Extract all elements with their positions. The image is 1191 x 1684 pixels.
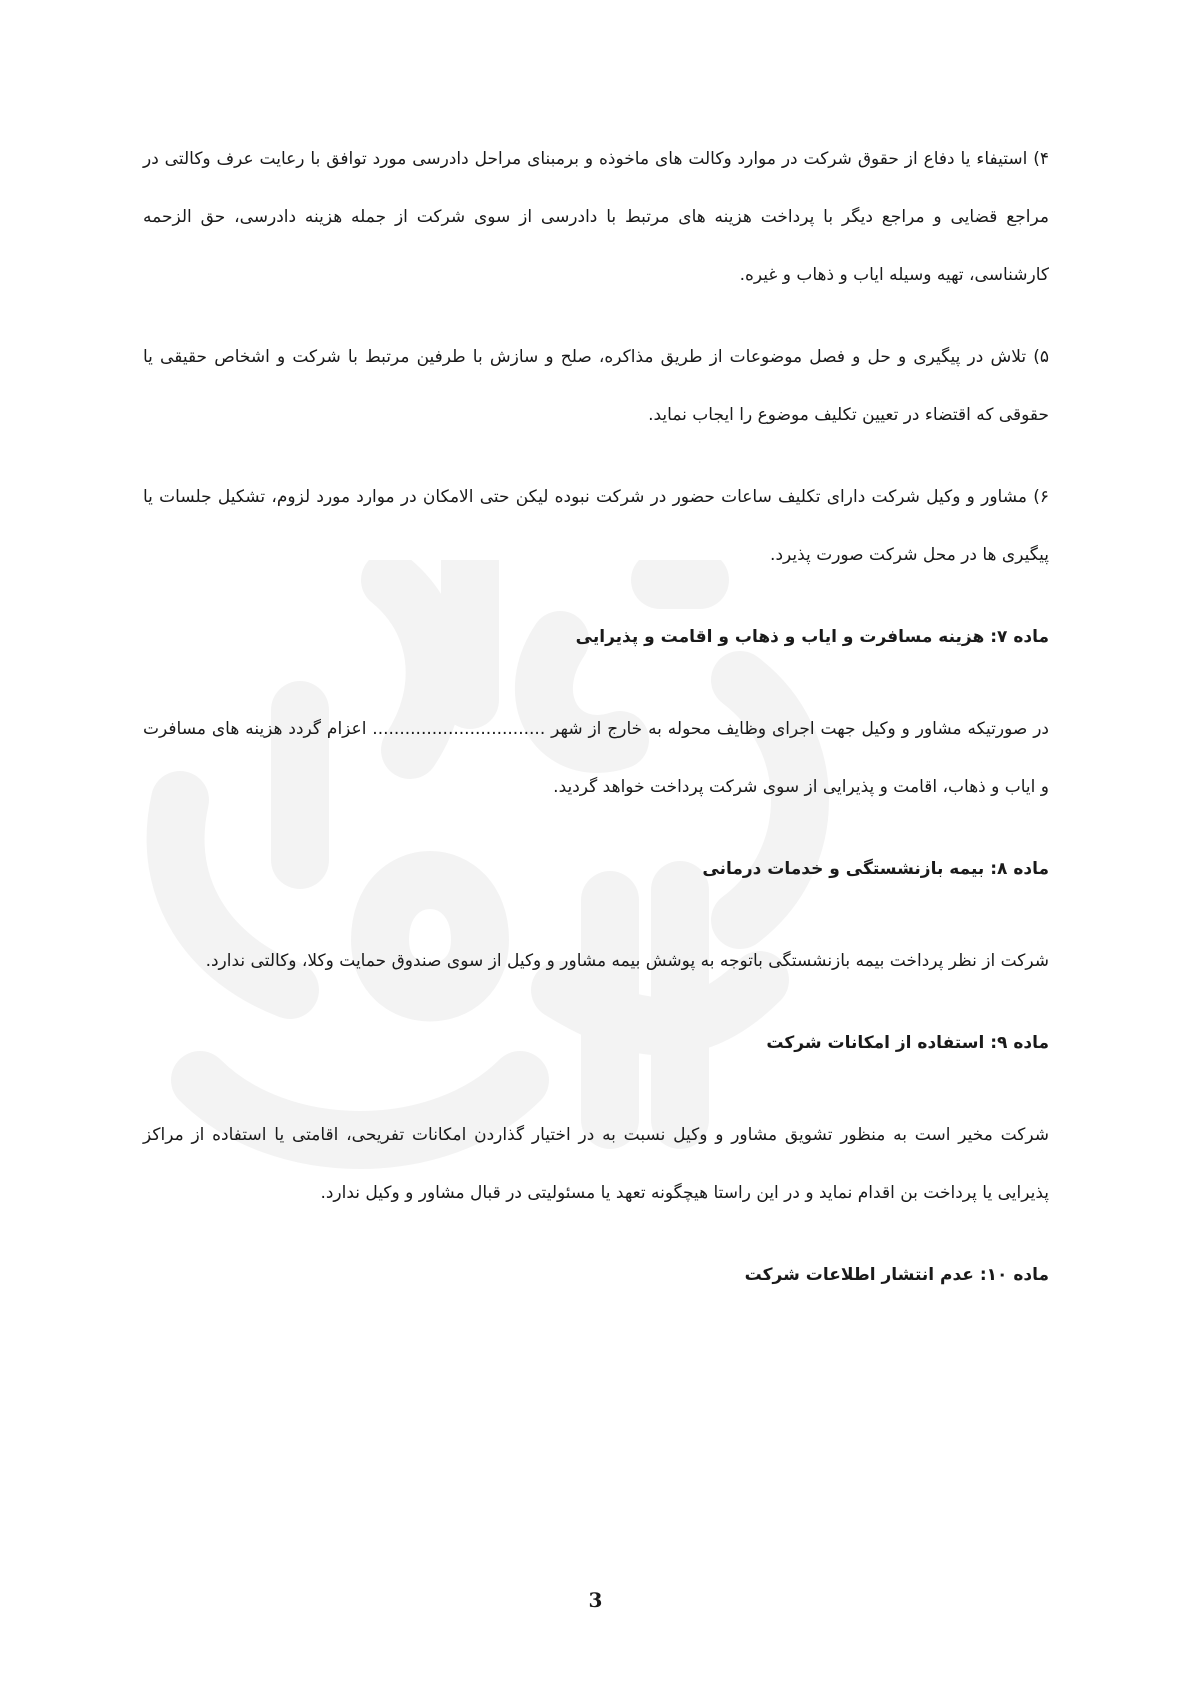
article-9-heading: ماده ۹: استفاده از امکانات شرکت xyxy=(766,1033,1049,1053)
clause-6-paragraph: ۶) مشاور و وکیل شرکت دارای تکلیف ساعات حضور در شرکت نبوده لیکن حتی الامکان در موارد مورد لزوم، تشکیل جلسات یا پیگیری ها در محل شرکت صورت پذیرد. xyxy=(143,487,1049,565)
article-7-heading: ماده ۷: هزینه مسافرت و ایاب و ذهاب و اقامت و پذیرایی xyxy=(575,627,1049,647)
article-9-paragraph: شرکت مخیر است به منظور تشویق مشاور و وکیل نسبت به در اختیار گذاردن امکانات تفریحی، اقامتی یا استفاده از مراکز پذیرایی یا پرداخت بن اقدام نماید و در این راستا هیچگونه تعهد یا مسئولیتی در قبال مشاور و وکیل ندارد. xyxy=(143,1125,1049,1203)
article-10-heading: ماده ۱۰: عدم انتشار اطلاعات شرکت xyxy=(744,1265,1049,1285)
clause-5-paragraph: ۵) تلاش در پیگیری و حل و فصل موضوعات از طریق مذاکره، صلح و سازش با طرفین مرتبط با شرکت و اشخاص حقیقی یا حقوقی که اقتضاء در تعیین تکلیف موضوع را ایجاب نماید. xyxy=(143,347,1049,425)
article-8-paragraph: شرکت از نظر پرداخت بیمه بازنشستگی باتوجه به پوشش بیمه مشاور و وکیل از سوی صندوق حمایت وکلا، وکالتی ندارد. xyxy=(205,951,1049,971)
article-8-heading: ماده ۸: بیمه بازنشستگی و خدمات درمانی xyxy=(702,859,1049,879)
article-7-paragraph: در صورتیکه مشاور و وکیل جهت اجرای وظایف محوله به خارج از شهر ................................ اعزام گردد هزینه های مسافرت و ایاب و ذهاب، اقامت و پذیرایی از سوی شرکت پرداخت خواهد گردید. xyxy=(143,719,1049,797)
document-body xyxy=(143,130,1049,1304)
clause-4-paragraph: ۴) استیفاء یا دفاع از حقوق شرکت در موارد وکالت های ماخوذه و برمبنای مراحل دادرسی مورد توافق با رعایت عرف وکالتی در مراجع قضایی و مراجع دیگر با پرداخت هزینه های مرتبط با دادرسی از سوی شرکت از جمله هزینه دادرسی، حق الزحمه کارشناسی، تهیه وسیله ایاب و ذهاب و غیره. xyxy=(143,149,1049,285)
page-number: 3 xyxy=(588,1588,603,1612)
